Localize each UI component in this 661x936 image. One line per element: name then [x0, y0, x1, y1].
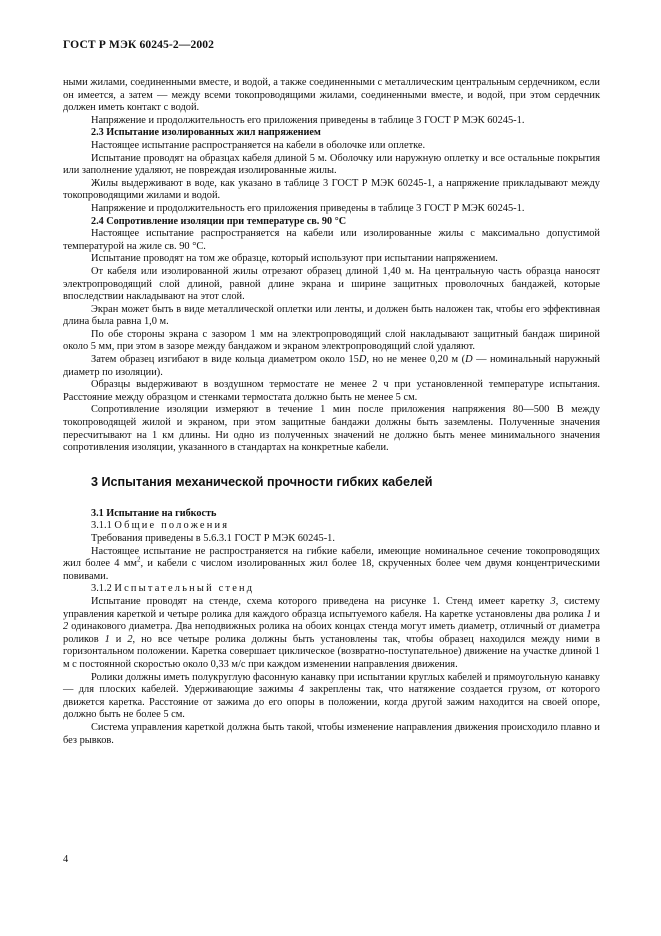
paragraph: Экран может быть в виде металлической оплетки или ленты, и должен быть наложен так, чтобы его эффективная длина была равна 1,0 м. [63, 303, 600, 328]
paragraph: Напряжение и продолжительность его приложения приведены в таблице 3 ГОСТ Р МЭК 60245-1. [91, 114, 525, 126]
paragraph: Жилы выдерживают в воде, как указано в таблице 3 ГОСТ Р МЭК 60245-1, а напряжение прикладывают между токопроводящими жилами и водой. [63, 177, 600, 202]
paragraph: Настоящее испытание распространяется на кабели в оболочке или оплетке. [91, 139, 426, 151]
text-run: Ролики должны иметь полукруглую фасонную канавку при испытании круглых кабелей и прямоугольную канавку — для плоских кабелей. Удерживающие зажимы [63, 671, 600, 696]
paragraph: Требования приведены в 5.6.3.1 ГОСТ Р МЭК 60245-1. [91, 533, 335, 544]
text-run-italic: 3 [550, 595, 556, 607]
text-run: , но не менее 0,20 м ( [366, 354, 466, 366]
paragraph: ными жилами, соединенными вместе, и водой, а также соединенными с металлическим центральным сердечником, если он имеется, а затем — между всеми токопроводящими жилами, соединенными вместе, и водой, при этом сердечник должен иметь контакт с водой. [63, 77, 600, 114]
running-header: ГОСТ Р МЭК 60245-2—2002 [63, 38, 215, 51]
text-run-italic: 2 [127, 633, 133, 645]
text-run-italic: 2 [63, 621, 69, 633]
heading-number: 3.1.1 [91, 520, 115, 532]
text-run-italic: 4 [298, 684, 304, 696]
text-run: Настоящее испытание не распространяется на гибкие кабели, имеющие номинальное сечение токопроводящих жил более 4 мм [63, 545, 600, 570]
text-run: , систему управления кареткой и четыре ролика для каждого образца испытуемого кабеля. На каретке установлены два ролика [63, 595, 600, 620]
paragraph [63, 546, 600, 584]
section-heading-3-1: 3.1 Испытание на гибкость [91, 507, 217, 519]
paragraph: Напряжение и продолжительность его приложения приведены в таблице 3 ГОСТ Р МЭК 60245-1. [91, 202, 525, 214]
heading-number: 3.1.2 [91, 583, 115, 595]
superscript: 2 [136, 555, 141, 564]
text-run: , и кабели с числом изолированных жил более 18, скрученных более чем двумя концентрическими повивами. [63, 558, 600, 582]
subsection-heading-3-1-1 [63, 520, 600, 533]
paragraph [63, 596, 600, 672]
heading-text: Общие положения [114, 520, 230, 532]
paragraph: Испытание проводят на образцах кабеля длиной 5 м. Оболочку или наружную оплетку и все остальные покрытия или заполнение удаляют, не повреждая изолированные жилы. [63, 152, 600, 177]
paragraph: Сопротивление изоляции измеряют в течение 1 мин после приложения напряжения 80—500 В между токопроводящей жилой и экраном, при этом защитные бандажи должны быть заземлены. Полученные значения пересчитывают на 1 км длины. Ни одно из полученных значений не должно быть менее минимального значения сопротивления изоляции, указанного в стандартах на конкретные кабели. [63, 404, 600, 454]
paragraph [63, 354, 600, 379]
page-body [63, 77, 600, 747]
text-run: одинакового диаметра. Два неподвижных ролика на обоих концах стенда могут иметь диаметр, отличный от диаметра роликов [63, 621, 600, 645]
paragraph: Испытание проводят на том же образце, который используют при испытании напряжением. [91, 253, 498, 265]
text-run: Затем образец изгибают в виде кольца диаметром около 15 [91, 354, 359, 366]
text-run: , но все четыре ролика должны быть установлены так, чтобы образец находился между ними в горизонтальном положении. Каретка совершает циклическое (возвратно-поступательное) движение на участке длиной 1 м с постоянной скоростью около 0,33 м/с при каждом изменении направления движения. [63, 633, 600, 670]
text-run: — номинальный наружный диаметр по изоляции). [63, 354, 600, 378]
text-run: закреплены так, что натяжение создается грузом, от которого движется каретка. Расстояние от зажима до его опоры в положении, когда другой зажим находится на своей опоре, должно быть не более 5 см. [63, 684, 600, 721]
text-run: Испытание проводят на стенде, схема которого приведена на рисунке 1. Стенд имеет каретку [91, 595, 551, 607]
paragraph: По обе стороны экрана с зазором 1 мм на электропроводящий слой накладывают защитный бандаж шириной около 5 мм, при этом в зазоре между бандажом и экраном электропроводящий слой удаляют. [63, 328, 600, 353]
paragraph: Настоящее испытание распространяется на кабели или изолированные жилы с максимально допустимой температурой на жиле св. 90 °C. [63, 228, 600, 252]
text-run: и [109, 633, 128, 645]
section-heading-2-4: 2.4 Сопротивление изоляции при температуре св. 90 °C [91, 215, 347, 227]
section-heading-3: 3 Испытания механической прочности гибких кабелей [91, 474, 433, 489]
paragraph [63, 672, 600, 722]
paragraph: От кабеля или изолированной жилы отрезают образец длиной 1,40 м. На центральную часть образца наносят электропроводящий слой длиной, равной длине экрана и ширине защитных проволочных бандажей, которые впоследствии накладывают на этот слой. [63, 265, 600, 303]
subsection-heading-3-1-2 [63, 583, 600, 596]
paragraph: Система управления кареткой должна быть такой, чтобы изменение направления движения происходило плавно и без рывков. [63, 721, 600, 746]
text-run-italic: 1 [586, 608, 592, 620]
text-run-italic: D [465, 354, 473, 366]
section-heading-2-3: 2.3 Испытание изолированных жил напряжением [91, 127, 321, 139]
page-number: 4 [63, 854, 69, 865]
heading-text: Испытательный стенд [114, 583, 255, 595]
text-run: и [591, 608, 600, 620]
text-run-italic: D [358, 354, 367, 366]
paragraph: Образцы выдерживают в воздушном термостате не менее 2 ч при установленной температуре испытания. Расстояние между образцом и стенками термостата должно быть не менее 5 см. [63, 379, 600, 403]
text-run-italic: 1 [104, 633, 110, 645]
